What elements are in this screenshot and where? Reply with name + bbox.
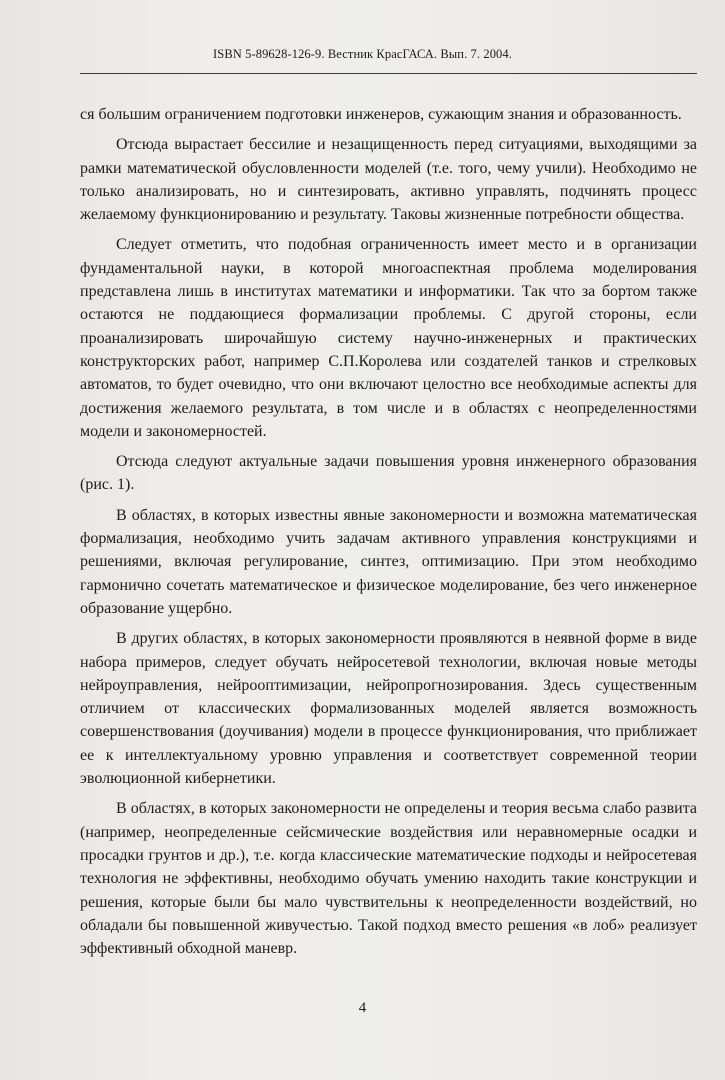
paragraph: В областях, в которых известны явные закономерности и возможна математическая формализация, необходимо учить задачам активного управления конструкциями и решениями, включая регулирование, синтез, оптимизацию. При этом необходимо гармонично сочетать математическое и физическое моделирование, без чего инженерное образование ущербно.: [80, 506, 697, 617]
paragraph: Следует отметить, что подобная ограниченность имеет место и в организации фундаментальной науки, в которой многоаспектная проблема моделирования представлена лишь в институтах математики и информатики. Так что за бортом также остаются не поддающиеся формализации проблемы. С другой стороны, если проанализировать широчайшую систему научно-инженерных и практических конструкторских работ, например С.П.Королева или создателей танков и стрелковых автоматов, то будет очевидно, что они включают целостно все необходимые аспекты для достижения желаемого результата, в том числе и в областях с неопределенностями модели и закономерностей.: [80, 236, 697, 440]
paragraph: Отсюда вырастает бессилие и незащищенность перед ситуациями, выходящими за рамки математической обусловленности моделей (т.е. того, чему учили). Необходимо не только анализировать, но и синтезировать, активно управлять, подчинять процесс желаемому функционированию и результату. Таковы жизненные потребности общества.: [80, 136, 697, 224]
running-header: ISBN 5-89628-126-9. Вестник КрасГАСА. Вып. 7. 2004.: [213, 47, 512, 61]
header-rule: [80, 73, 697, 74]
page-number: 4: [358, 1000, 367, 1016]
paragraph-continuation: ся большим ограничением подготовки инженеров, сужающим знания и образованность.: [80, 106, 682, 123]
paragraph: В областях, в которых закономерности не определены и теория весьма слабо развита (например, неопределенные сейсмические воздействия или неравномерные осадки и просадки грунтов и др.), т.е. когда классические математические подходы и нейросетевая технология не эффективны, необходимо обучать умению находить такие конструкции и решения, которые были бы мало чувствительны к неопределенности воздействий, но обладали бы повышенной живучестью. Такой подход вместо решения «в лоб» реализует эффективный обходной маневр.: [80, 800, 697, 958]
body-text: [80, 103, 697, 967]
paragraph: В других областях, в которых закономерности проявляются в неявной форме в виде набора примеров, следует обучать нейросетевой технологии, включая новые методы нейроуправления, нейрооптимизации, нейропрогнозирования. Здесь существенным отличием от классических формализованных моделей является возможность совершенствования (доучивания) модели в процессе функционирования, что приближает ее к интеллектуальному уровню управления и соответствует современной теории эволюционной кибернетики.: [80, 630, 697, 788]
paragraph: Отсюда следуют актуальные задачи повышения уровня инженерного образования (рис. 1).: [80, 453, 697, 494]
